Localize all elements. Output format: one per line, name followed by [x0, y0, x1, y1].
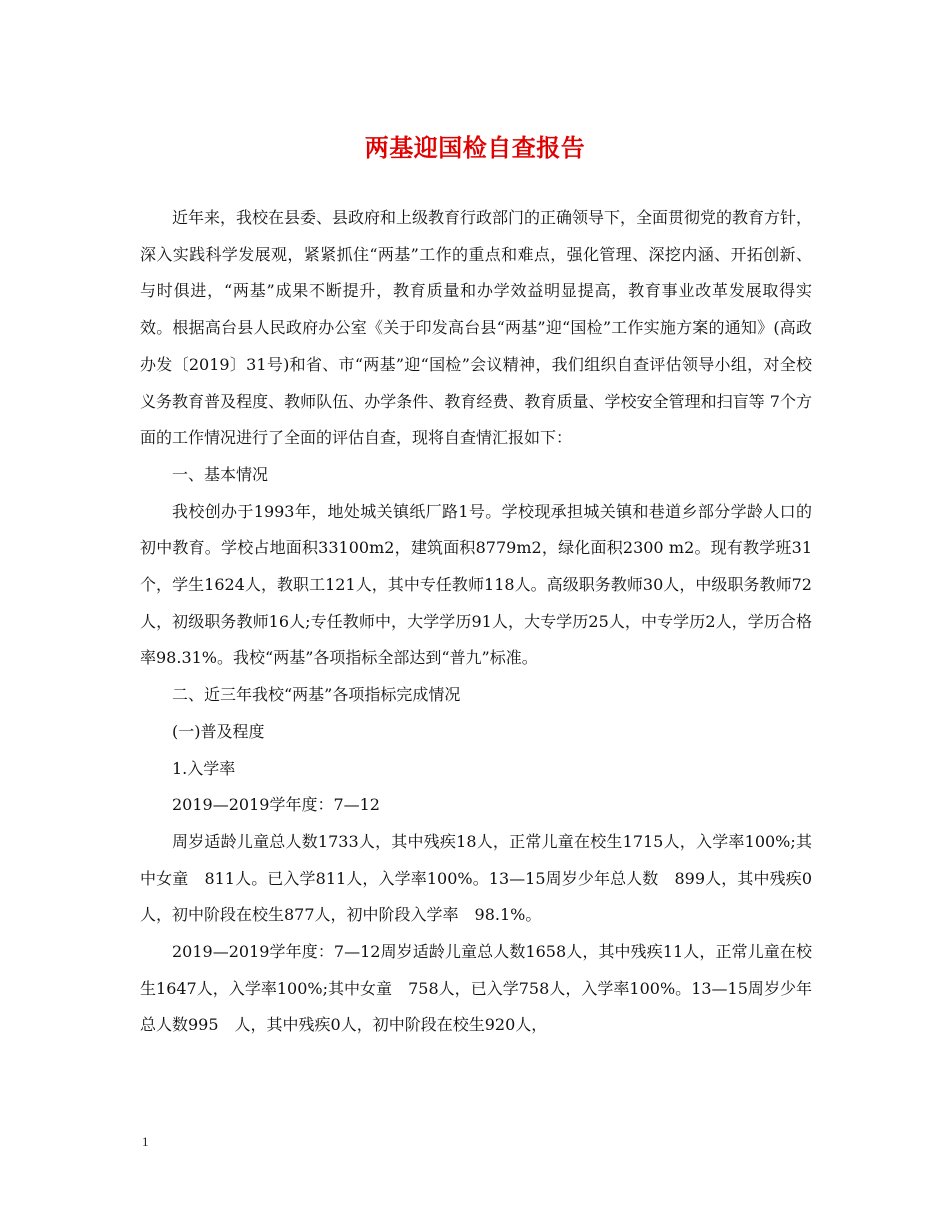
document-title: 两基迎国检自查报告: [364, 133, 586, 162]
subsection-heading-popularization: (一)普及程度: [172, 721, 265, 741]
section-heading-indicators: 二、近三年我校“两基”各项指标完成情况: [172, 685, 461, 705]
document-body: [140, 200, 812, 1044]
section-heading-basic-info: 一、基本情况: [172, 464, 269, 484]
page-number: 1: [142, 1134, 149, 1149]
paragraph-enrollment-year-2: 2019—2019学年度：7—12周岁适龄儿童总人数1658人，其中残疾11人，正常儿童在校生1647人，入学率100%;其中女童 758人，已入学758人，入学率100%。13—15周岁少年总人数995 人，其中残疾0人，初中阶段在校生920人，: [140, 942, 812, 1035]
paragraph-intro: 近年来，我校在县委、县政府和上级教育行政部门的正确领导下，全面贯彻党的教育方针，深入实践科学发展观，紧紧抓住“两基”工作的重点和难点，强化管理、深挖内涵、开拓创新、与时俱进，“两基”成果不断提升，教育质量和办学效益明显提高，教育事业改革发展取得实效。根据高台县人民政府办公室《关于印发高台县“两基”迎“国检”工作实施方案的通知》(高政办发〔2019〕31号)和省、市“两基”迎“国检”会议精神，我们组织自查评估领导小组，对全校义务教育普及程度、教师队伍、办学条件、教育经费、教育质量、学校安全管理和扫盲等 7个方面的工作情况进行了全面的评估自查，现将自查情汇报如下：: [140, 208, 813, 448]
paragraph-school-year-label: 2019—2019学年度：7—12: [172, 795, 380, 815]
item-heading-enrollment-rate: 1.入学率: [172, 758, 236, 778]
paragraph-enrollment-year-1: 周岁适龄儿童总人数1733人，其中残疾18人，正常儿童在校生1715人，入学率100%;其中女童 811人。已入学811人，入学率100%。13—15周岁少年总人数 899人，其中残疾0人，初中阶段在校生877人，初中阶段入学率 98.1%。: [140, 831, 812, 925]
paragraph-basic-info: 我校创办于1993年，地处城关镇纸厂路1号。学校现承担城关镇和巷道乡部分学龄人口的初中教育。学校占地面积33100m2，建筑面积8779m2，绿化面积2300 m2。现有教学班31个，学生1624人，教职工121人，其中专任教师118人。高级职务教师30人，中级职务教师72人，初级职务教师16人;专任教师中，大学学历91人，大专学历25人，中专学历2人，学历合格率98.31%。我校“两基”各项指标全部达到“普九”标准。: [140, 501, 812, 668]
